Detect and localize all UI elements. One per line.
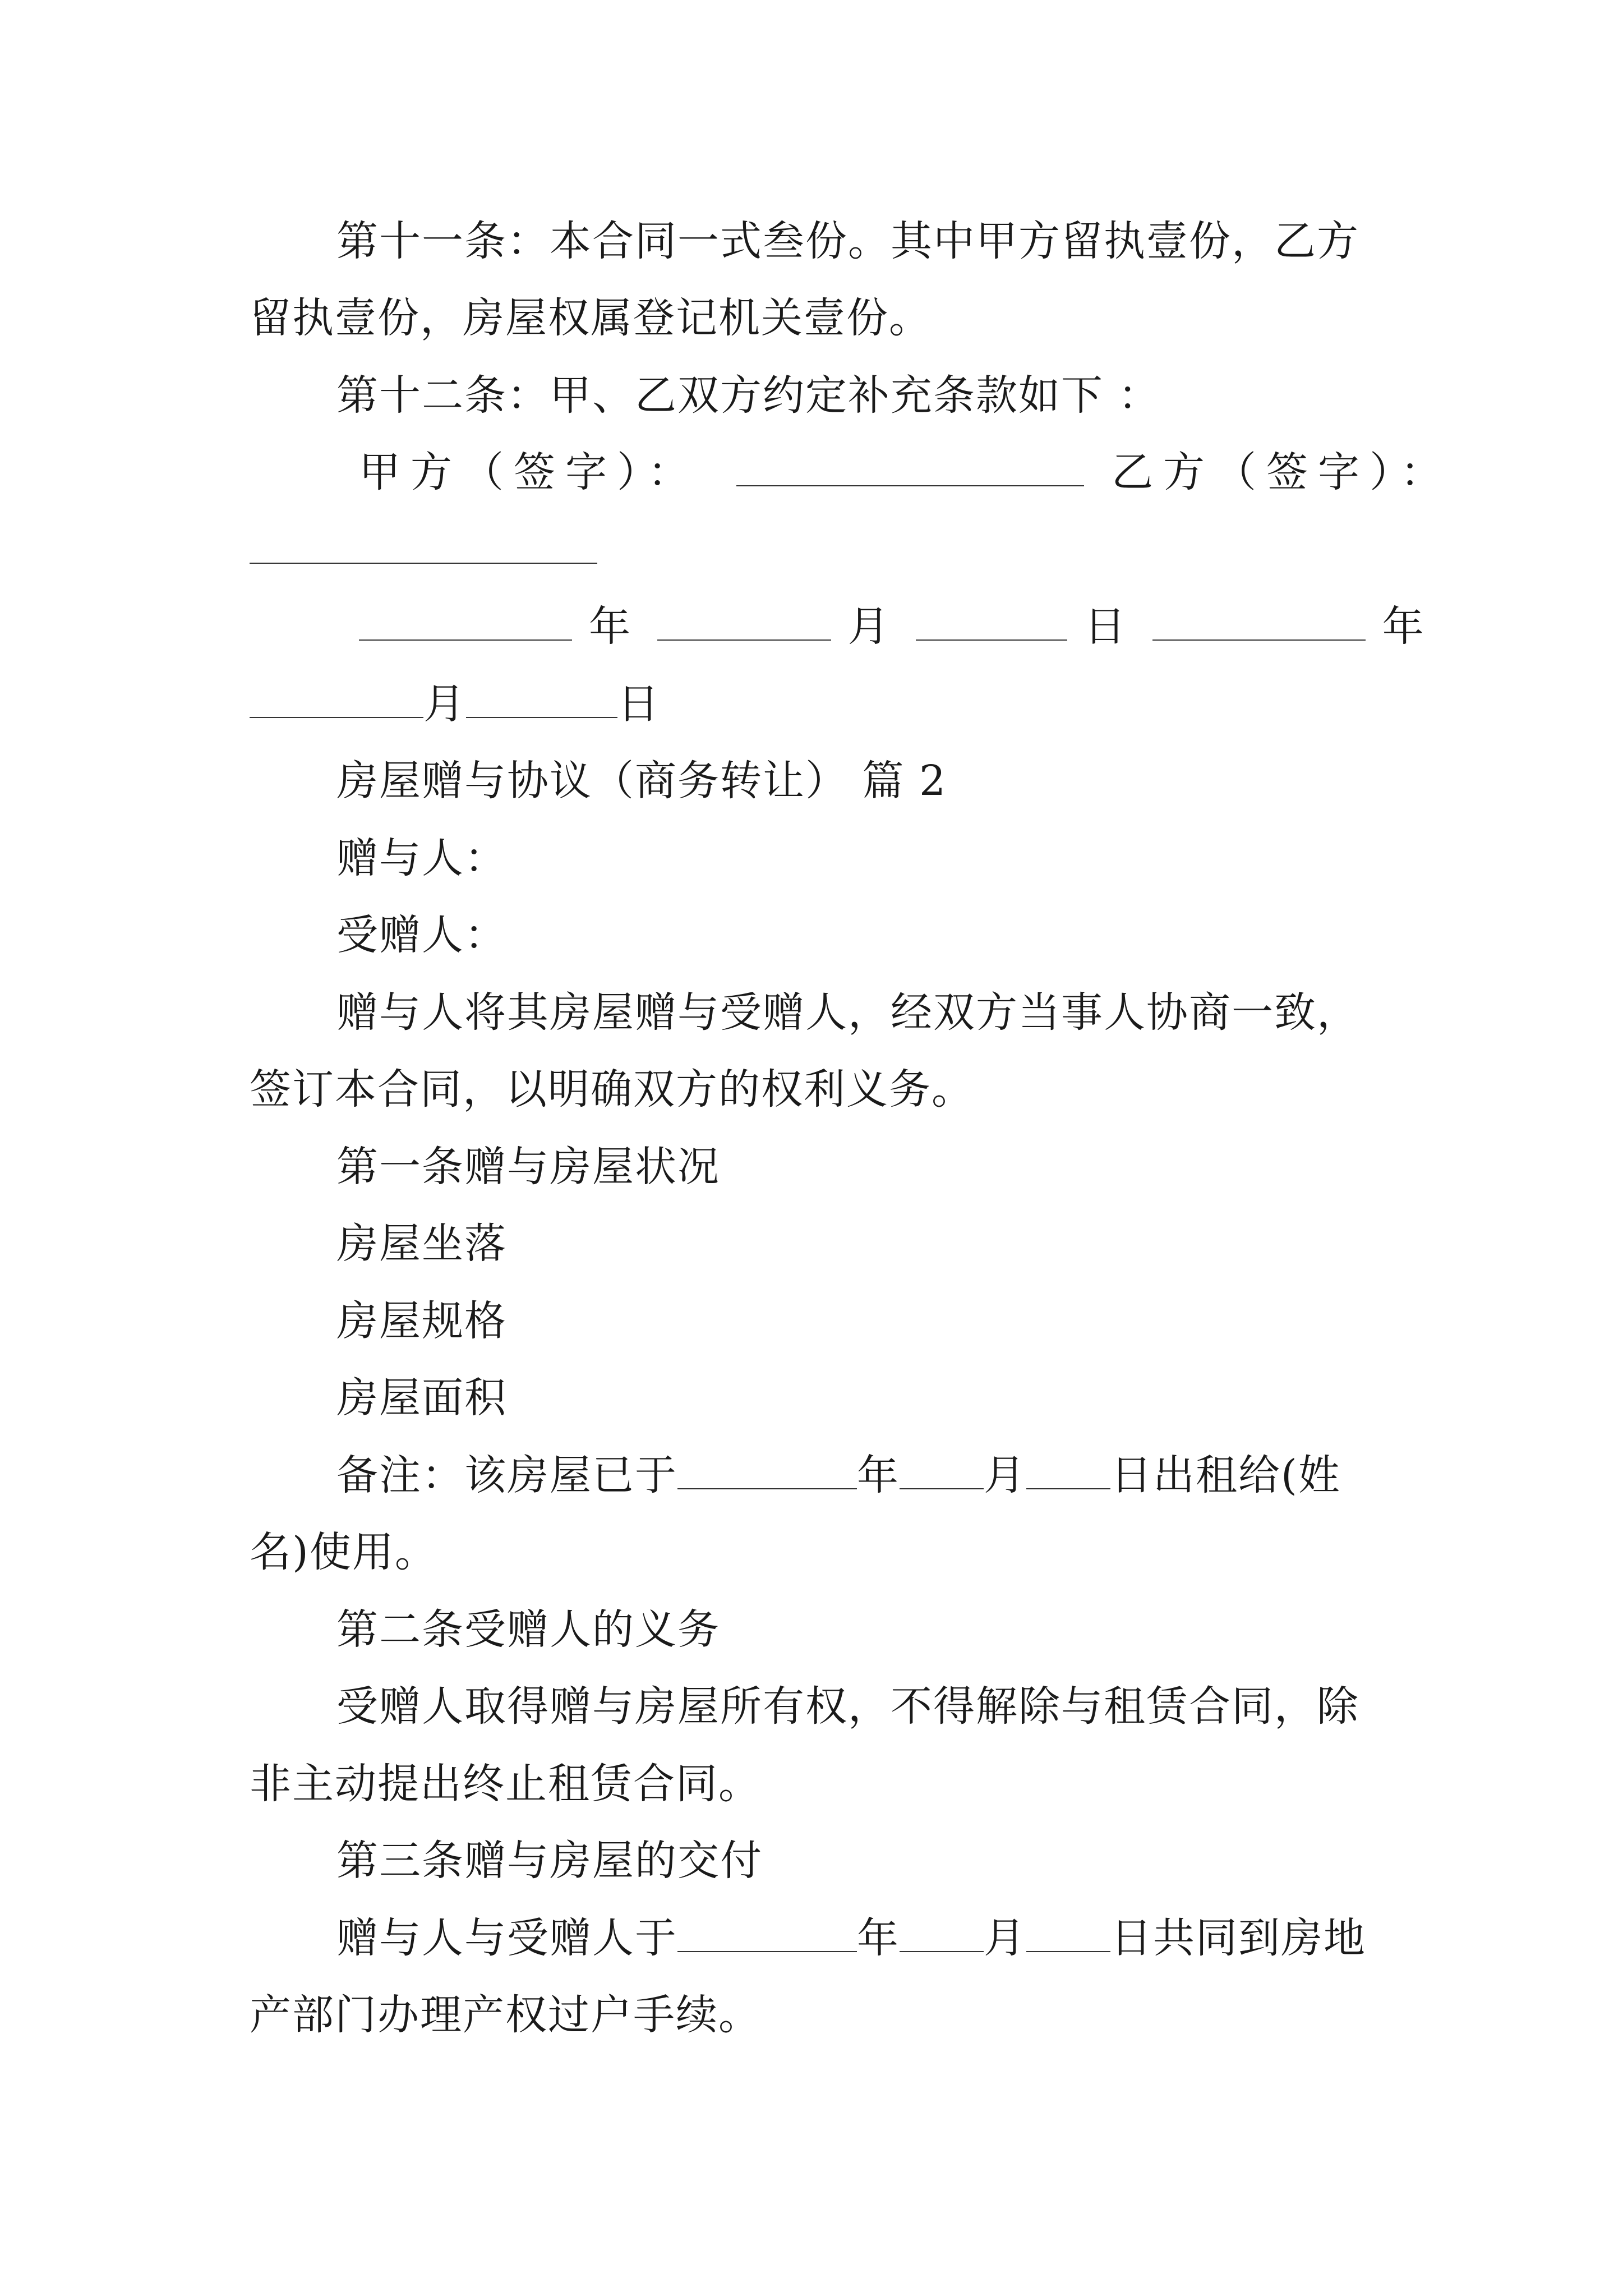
- article-3-heading: 第三条赠与房屋的交付: [336, 1837, 763, 1885]
- article-11-line-2: 留执壹份，房屋权属登记机关壹份。: [250, 294, 932, 342]
- transfer-year-blank: [677, 1912, 857, 1952]
- date-line: [359, 599, 1425, 655]
- party-b-year-label: 年: [1382, 602, 1425, 651]
- party-b-day-label: 日: [617, 680, 660, 728]
- section-heading: 房屋赠与协议（商务转让） 篇 2: [336, 757, 947, 805]
- date-line-continued: [250, 676, 660, 732]
- remark-month-blank: [900, 1449, 984, 1489]
- remark-line-1: 备注：该房屋已于 年 月 日出租给(姓: [336, 1447, 1341, 1503]
- article-11-line-1: 第十一条：本合同一式叁份。其中甲方留执壹份，乙方: [336, 217, 1359, 265]
- party-a-signature-label: 甲方（签字）：: [359, 448, 699, 496]
- party-a-month-label: 月: [847, 602, 891, 651]
- preamble-line-2: 签订本合同，以明确双方的权利义务。: [250, 1065, 974, 1114]
- signature-blank-continued: [250, 522, 597, 578]
- article-2-heading: 第二条受赠人的义务: [336, 1605, 720, 1654]
- party-b-month-blank: [250, 678, 423, 718]
- donor-line: 赠与人：: [336, 834, 507, 882]
- party-b-day-blank: [466, 678, 617, 718]
- article-2-line-1: 受赠人取得赠与房屋所有权，不得解除与租赁合同，除: [336, 1682, 1359, 1731]
- signature-line: [359, 444, 1452, 500]
- party-a-signature-blank: [736, 446, 1084, 486]
- party-a-year-blank: [359, 600, 572, 641]
- article-2-line-2: 非主动提出终止租赁合同。: [250, 1760, 761, 1808]
- party-b-year-blank: [1152, 600, 1366, 641]
- party-a-year-label: 年: [589, 602, 631, 651]
- party-a-day-blank: [916, 600, 1067, 641]
- party-b-month-label: 月: [423, 680, 466, 728]
- article-12-line: 第十二条：甲、乙双方约定补充条款如下 ：: [336, 371, 1161, 420]
- house-location-line: 房屋坐落: [336, 1220, 507, 1268]
- transfer-month-blank: [900, 1912, 984, 1952]
- house-spec-line: 房屋规格: [336, 1297, 507, 1345]
- party-b-signature-label: 乙方（签字）：: [1112, 448, 1453, 496]
- house-area-line: 房屋面积: [336, 1374, 507, 1422]
- remark-line-2: 名)使用。: [250, 1528, 437, 1576]
- party-a-month-blank: [657, 600, 831, 641]
- remark-day-blank: [1026, 1449, 1110, 1489]
- article-3-line-2: 产部门办理产权过户手续。: [250, 1991, 761, 2039]
- party-a-day-label: 日: [1084, 602, 1127, 651]
- transfer-day-blank: [1026, 1912, 1110, 1952]
- article-1-heading: 第一条赠与房屋状况: [336, 1143, 720, 1191]
- remark-year-blank: [677, 1449, 857, 1489]
- party-b-signature-blank: [250, 523, 597, 564]
- preamble-line-1: 赠与人将其房屋赠与受赠人，经双方当事人协商一致，: [336, 988, 1359, 1037]
- donee-line: 受赠人：: [336, 911, 507, 959]
- article-3-line-1: 赠与人与受赠人于 年 月 日共同到房地: [336, 1910, 1366, 1966]
